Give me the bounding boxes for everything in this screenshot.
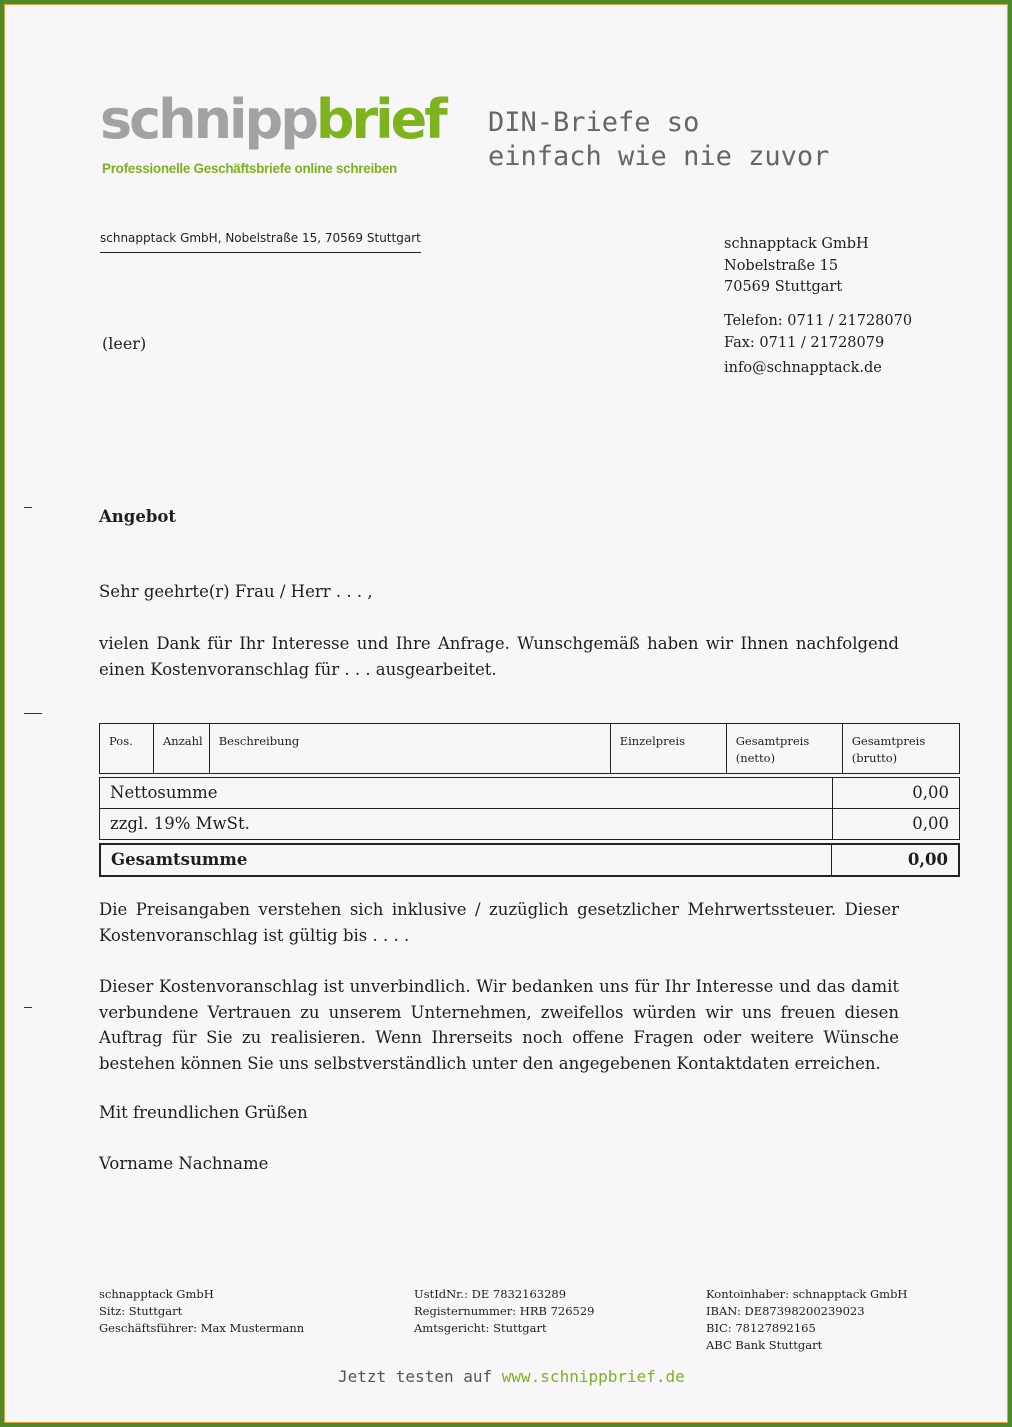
- total-row: [101, 845, 958, 875]
- sum-row-mwst: [100, 808, 959, 839]
- header-anzahl: Anzahl: [154, 724, 210, 774]
- header-pos: Pos.: [100, 724, 154, 774]
- cta-banner: [338, 1367, 685, 1386]
- footer-line: Registernummer: HRB 726529: [414, 1304, 595, 1318]
- header-gesamt-netto: [726, 724, 842, 774]
- closing-paragraph: Dieser Kostenvoranschlag ist unverbindlich. Wir bedanken uns für Ihr Interesse und das damit verbundene Vertrauen zu unserem Unternehmen, zweifellos würden wir uns freuen diesen Auftrag für Sie zu realisieren. Wenn Ihrerseits noch offene Fragen oder weitere Wünsche bestehen können Sie uns selbstverständlich unter den angegebenen Kontaktdaten erreichen.: [99, 977, 899, 1073]
- greeting: Mit freundlichen Grüßen: [99, 1103, 308, 1122]
- header-gesamt-brutto-l1: Gesamtpreis: [851, 734, 926, 748]
- slogan: [488, 106, 829, 174]
- header-gesamt-netto-l1: Gesamtpreis: [735, 734, 810, 748]
- logo-tagline: Professionelle Geschäftsbriefe online schreiben: [102, 161, 398, 176]
- header-beschreibung: Beschreibung: [209, 724, 610, 774]
- header-gesamt-brutto-l2: (brutto): [851, 751, 898, 765]
- punch-mark: [24, 713, 42, 714]
- sender-return-address: schnapptack GmbH, Nobelstraße 15, 70569 Stuttgart: [100, 231, 421, 253]
- footer-line: Sitz: Stuttgart: [99, 1304, 183, 1318]
- logo-part-2: brief: [315, 88, 445, 151]
- footer-registry: [414, 1286, 594, 1337]
- contact-phone-fax: [724, 311, 912, 354]
- sum-row-netto: [100, 778, 959, 808]
- footer-line: Amtsgericht: Stuttgart: [414, 1321, 547, 1335]
- logo-part-1: schnipp: [100, 88, 316, 151]
- fold-mark-top: [24, 507, 32, 508]
- total-box: [99, 843, 960, 877]
- logo: [100, 90, 445, 150]
- contact-street: Nobelstraße 15: [724, 257, 839, 274]
- contact-email: info@schnapptack.de: [724, 360, 882, 376]
- intro-paragraph: vielen Dank für Ihr Interesse und Ihre Anfrage. Wunschgemäß haben wir Ihnen nachfolgend einen Kostenvoranschlag für . . . ausgearbeitet.: [99, 634, 899, 679]
- footer-company: [99, 1286, 304, 1337]
- footer-line: Kontoinhaber: schnapptack GmbH: [706, 1287, 908, 1301]
- contact-city: 70569 Stuttgart: [724, 279, 843, 295]
- header-gesamt-brutto: [842, 724, 959, 774]
- salutation: Sehr geehrte(r) Frau / Herr . . . ,: [99, 582, 373, 601]
- contact-address: [724, 234, 869, 299]
- footer-line: ABC Bank Stuttgart: [706, 1338, 823, 1352]
- subtotals-box: [99, 777, 960, 840]
- total-value: 0,00: [907, 850, 948, 869]
- sum-label: Nettosumme: [100, 778, 833, 808]
- total-label: Gesamtsumme: [101, 845, 832, 875]
- contact-company: schnapptack GmbH: [724, 236, 869, 252]
- sum-value: 0,00: [912, 814, 949, 833]
- footer-line: IBAN: DE87398200239023: [706, 1304, 865, 1318]
- slogan-line-2: einfach wie nie zuvor: [488, 141, 830, 172]
- footer-bank: [706, 1286, 907, 1354]
- items-table-header: [100, 724, 960, 774]
- contact-phone: Telefon: 0711 / 21728070: [724, 313, 913, 329]
- footer-line: schnapptack GmbH: [99, 1287, 214, 1301]
- recipient-address: (leer): [102, 334, 147, 353]
- sum-label: zzgl. 19% MwSt.: [100, 809, 833, 839]
- cta-text: Jetzt testen auf: [338, 1367, 502, 1386]
- contact-fax: Fax: 0711 / 21728079: [724, 334, 885, 351]
- footer-line: UstIdNr.: DE 7832163289: [414, 1287, 567, 1301]
- footer-line: Geschäftsführer: Max Mustermann: [99, 1321, 305, 1335]
- subject: Angebot: [99, 507, 176, 526]
- signature: Vorname Nachname: [99, 1154, 269, 1173]
- items-table: [99, 723, 960, 774]
- cta-link[interactable]: www.schnippbrief.de: [501, 1367, 685, 1386]
- fold-mark-bottom: [24, 1007, 32, 1008]
- footer-line: BIC: 78127892165: [706, 1321, 816, 1335]
- header-gesamt-netto-l2: (netto): [735, 751, 776, 765]
- sum-value: 0,00: [912, 783, 949, 802]
- prices-paragraph: Die Preisangaben verstehen sich inklusive / zuzüglich gesetzlicher Mehrwertssteuer. Dieser Kostenvoranschlag ist gültig bis . . . .: [99, 900, 899, 945]
- slogan-line-1: DIN-Briefe so: [488, 107, 700, 138]
- header-einzelpreis: Einzelpreis: [610, 724, 726, 774]
